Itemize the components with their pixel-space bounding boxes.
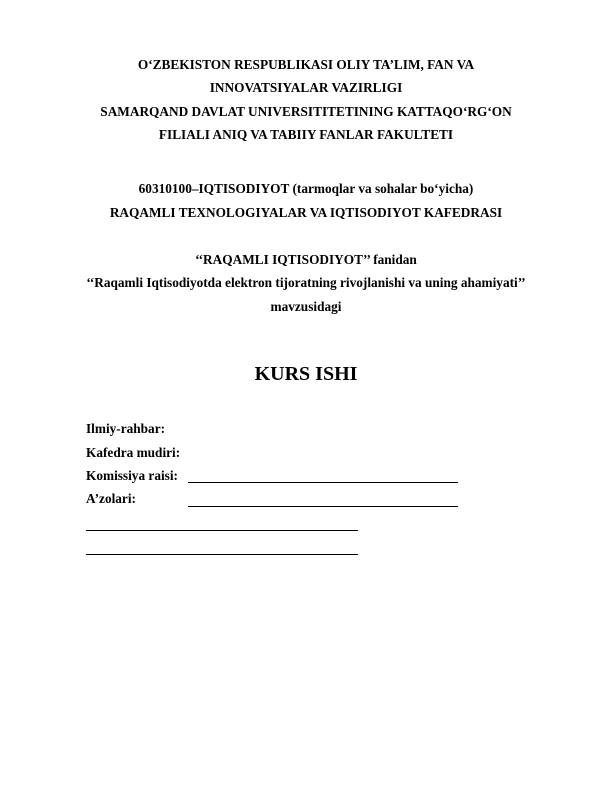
topic-suffix: mavzusidagi	[270, 299, 342, 314]
university-line-2: FILIALI ANIQ VA TABIIY FANLAR FAKULTETI	[158, 127, 454, 142]
department-line: RAQAMLI TEXNOLOGIYALAR VA IQTISODIYOT KAFEDRASI	[109, 205, 503, 220]
document-title: KURS ISHI	[254, 363, 358, 385]
member-signature-line-1	[188, 506, 458, 507]
subject-line: ‘‘RAQAMLI IQTISODIYOT’’ fanidan	[195, 252, 417, 267]
ministry-line-2: INNOVATSIYALAR VAZIRLIGI	[209, 80, 403, 95]
ministry-line-1: O‘ZBEKISTON RESPUBLIKASI OLIY TA’LIM, FAN VA	[137, 57, 475, 72]
member-signature-line-2	[86, 530, 358, 531]
specialty-code-line: 60310100–IQTISODIYOT (tarmoqlar va sohalar bo‘yicha)	[138, 181, 474, 196]
members-label: A’zolari:	[86, 491, 136, 506]
commission-chair-label: Komissiya raisi:	[86, 468, 178, 483]
department-head-label: Kafedra mudiri:	[86, 445, 181, 460]
university-line-1: SAMARQAND DAVLAT UNIVERSITITETINING KATTAQO‘RG‘ON	[100, 104, 512, 119]
member-signature-line-3	[86, 554, 358, 555]
commission-chair-signature-line	[188, 482, 458, 483]
supervisor-label: Ilmiy-rahbar:	[86, 421, 166, 436]
topic-line: ‘‘Raqamli Iqtisodiyotda elektron tijoratning rivojlanishi va uning ahamiyati’’	[86, 275, 526, 290]
